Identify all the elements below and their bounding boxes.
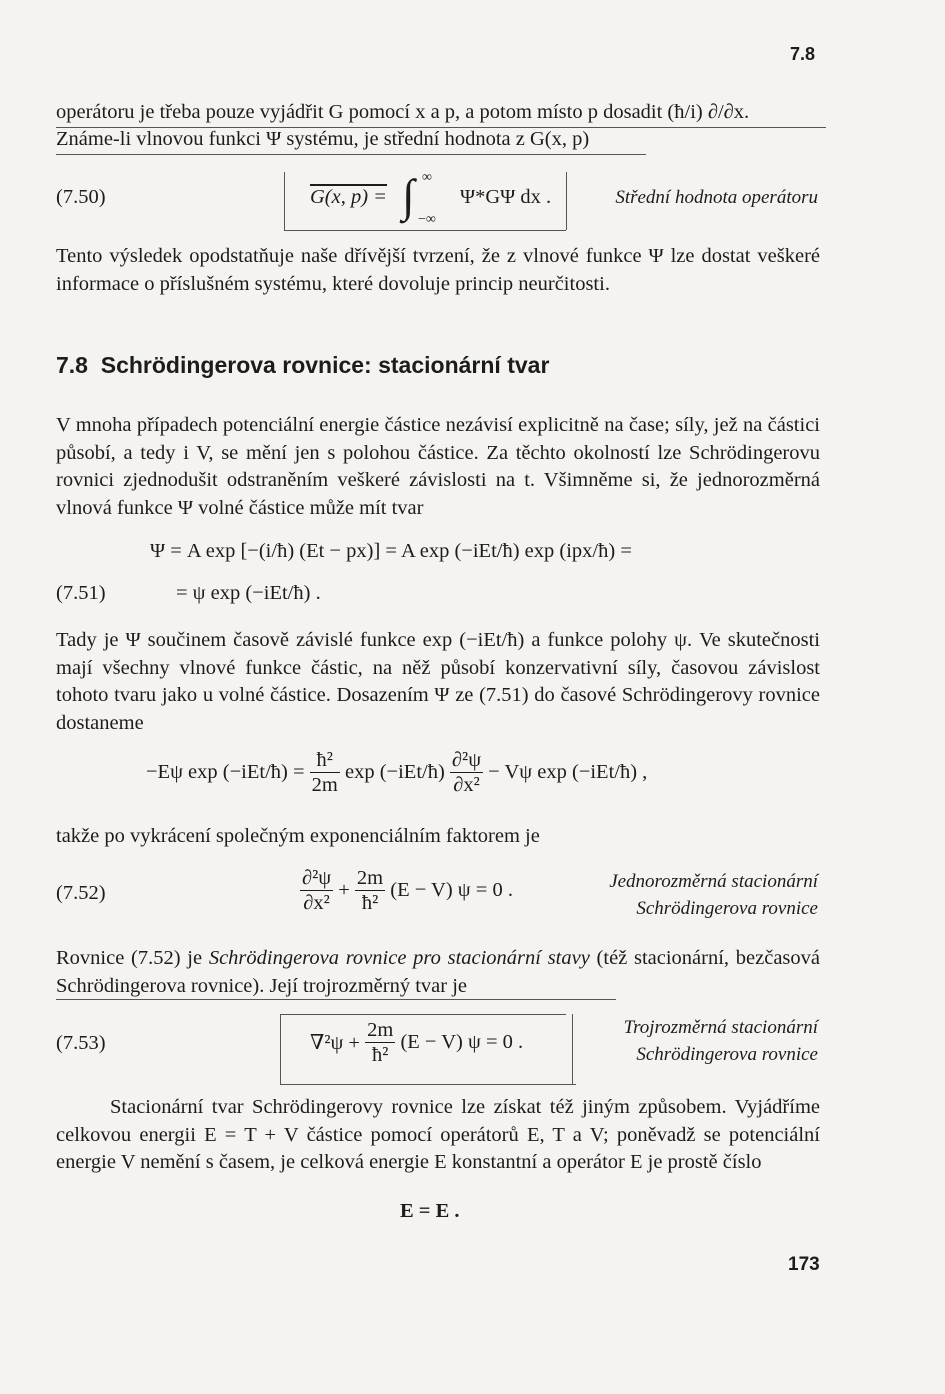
- pencil-box: [572, 1014, 573, 1084]
- eqmid-f1-den: 2m: [311, 774, 338, 796]
- eq750-note: Střední hodnota operátoru: [615, 187, 818, 208]
- pencil-underline: [56, 999, 616, 1000]
- eq751-line-2: = ψ exp (−iEt/ħ) .: [176, 582, 321, 604]
- equation-number: (7.50): [56, 186, 106, 208]
- paragraph-3: Tady je Ψ součinem časově závislé funkce exp (−iEt/ħ) a funkce polohy ψ. Ve skutečnosti mají všechny vlnové funkce částic, na něž působí konzervativní síly, časovou závislost tohoto tvaru jako u volné částice. Dosazením Ψ ze (7.51) do časové Schrödingerovy rovnice dostaneme: [56, 629, 820, 734]
- pencil-box: [566, 172, 567, 230]
- eq750-lhs: G(x, p) =: [310, 186, 388, 208]
- eqmid-f2-num: ∂²ψ: [451, 749, 482, 771]
- eq752-f1-den: ∂x²: [303, 892, 330, 914]
- eq752-f2-num: 2m: [356, 867, 384, 889]
- integral-sign: ∫: [402, 170, 415, 221]
- eq750-lower-limit: −∞: [418, 212, 436, 227]
- equation-number: (7.51): [56, 582, 106, 604]
- eq753-note-1: Trojrozměrná stacionární: [623, 1017, 818, 1038]
- eq752-f2-den: ħ²: [361, 892, 379, 914]
- equation-7-52: [300, 866, 513, 915]
- paragraph-6: Stacionární tvar Schrödingerovy rovnice lze získat též jiným způsobem. Vyjádříme celkovou energii E = T + V částice pomocí operátorů E, T a V; poněvadž se potenciální energie V nemění s časem, je celková energie E konstantní a operátor E je prostě číslo: [56, 1096, 820, 1173]
- pencil-box: [284, 172, 285, 230]
- eqmid-f1-num: ħ²: [310, 748, 340, 773]
- pencil-box: [280, 1014, 566, 1015]
- eq752-note-2: Schrödingerova rovnice: [636, 898, 818, 919]
- eq750-upper-limit: ∞: [422, 170, 432, 185]
- para5-after: (též stacionární, bezčasová Schrödingerova rovnice). Její trojrozměrný tvar je: [56, 947, 820, 997]
- pencil-box: [284, 230, 566, 231]
- equation-substitution: [146, 748, 647, 797]
- eq753-note-2: Schrödingerova rovnice: [636, 1044, 818, 1065]
- eq752-note-1: Jednorozměrná stacionární: [609, 871, 818, 892]
- eq753-f-num: 2m: [367, 1019, 394, 1041]
- eqmid-rhs: − Vψ exp (−iEt/ħ) ,: [488, 761, 648, 783]
- eq751-line-1: Ψ = A exp [−(i/ħ) (Et − px)] = A exp (−iEt/ħ) exp (ipx/ħ) =: [150, 540, 632, 562]
- eq752-f1-num: ∂²ψ: [302, 867, 332, 889]
- intro-line-1: operátoru je třeba pouze vyjádřit G pomocí x a p, a potom místo p dosadit (ħ/i) ∂/∂x.: [56, 101, 750, 123]
- eq753-rest: (E − V) ψ = 0 .: [400, 1031, 524, 1053]
- section-title: 7.8 Schrödingerova rovnice: stacionární tvar: [56, 352, 550, 378]
- para5-before: Rovnice (7.52) je: [56, 947, 209, 969]
- fraction: [365, 1018, 395, 1067]
- eq752-plus: +: [338, 879, 350, 901]
- equation-number: (7.53): [56, 1032, 106, 1054]
- paragraph-1: Tento výsledek opodstatňuje naše dřívější tvrzení, že z vlnové funkce Ψ lze dostat veškeré informace o příslušném systému, které dovoluje princip neurčitosti.: [56, 245, 820, 295]
- eqmid-f2-den: ∂x²: [453, 774, 480, 796]
- equation-7-53: [310, 1018, 523, 1067]
- paragraph-4: takže po vykrácení společným exponenciálním faktorem je: [56, 825, 540, 847]
- fraction: [355, 866, 385, 915]
- eq752-rest: (E − V) ψ = 0 .: [390, 879, 513, 901]
- fraction: [300, 866, 333, 915]
- paragraph-5: [56, 945, 820, 1000]
- section-number: 7.8: [790, 44, 816, 64]
- eq753-lhs: ∇²ψ +: [310, 1032, 360, 1054]
- pencil-box: [280, 1014, 281, 1084]
- equation-number: (7.52): [56, 882, 106, 904]
- eq753-f-den: ħ²: [372, 1044, 389, 1066]
- equation-energy-operator: E = E .: [400, 1200, 460, 1222]
- pencil-box: [280, 1084, 576, 1085]
- pencil-underline: [56, 154, 646, 155]
- paragraph-2: V mnoha případech potenciální energie částice nezávisí explicitně na čase; síly, jež na částici působí, a tedy i V, se mění jen s polohou částice. Za těchto okolností lze Schrödingerovu rovnici zjednodušit odstraněním veškeré závislosti na t. Všimněme si, že jednorozměrná vlnová funkce Ψ volné částice může mít tvar: [56, 414, 820, 519]
- fraction: [450, 748, 483, 797]
- pencil-underline: [56, 127, 826, 128]
- para5-italic: Schrödingerova rovnice pro stacionární stavy: [208, 947, 590, 969]
- fraction: [310, 748, 340, 797]
- eqmid-lhs: −Eψ exp (−iEt/ħ) =: [146, 761, 305, 783]
- page-number: 173: [788, 1254, 820, 1275]
- intro-line-2: Známe-li vlnovou funkci Ψ systému, je střední hodnota z G(x, p): [56, 128, 590, 150]
- eqmid-middle: exp (−iEt/ħ): [344, 761, 445, 783]
- eq750-integrand: Ψ*GΨ dx .: [460, 186, 552, 208]
